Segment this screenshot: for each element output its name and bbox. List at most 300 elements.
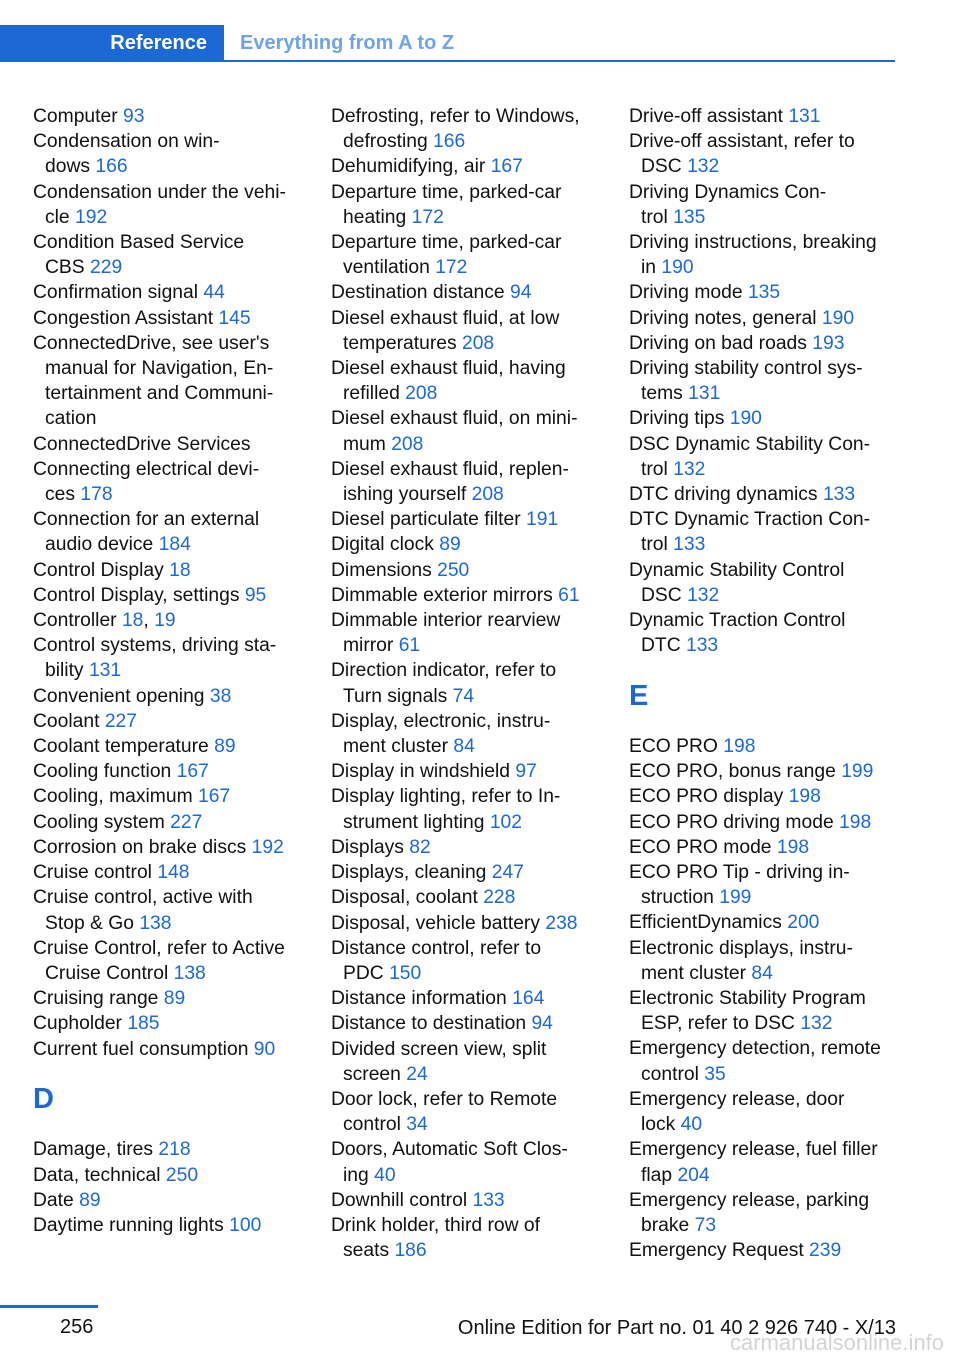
entry-text: ment cluster xyxy=(641,962,752,984)
entry-text: ConnectedDrive, see user's xyxy=(33,332,270,354)
page-link[interactable]: 131 xyxy=(688,383,721,405)
index-entry xyxy=(629,331,899,356)
index-entry xyxy=(629,507,899,557)
page-link[interactable]: 94 xyxy=(531,1013,553,1035)
watermark: carmanualsonline.info xyxy=(729,1330,944,1355)
page-link[interactable]: 150 xyxy=(389,962,422,984)
entry-text: Cruise control, active with xyxy=(33,887,253,909)
index-entry xyxy=(629,180,899,230)
index-entry xyxy=(33,734,308,759)
entry-text: Corrosion on brake discs xyxy=(33,836,252,858)
index-entry xyxy=(33,558,308,583)
entry-text: ishing yourself xyxy=(343,484,472,506)
index-entry xyxy=(33,1011,308,1036)
entry-text: Emergency release, parking xyxy=(629,1189,870,1211)
page-link[interactable]: 44 xyxy=(203,282,225,304)
page-link[interactable]: 84 xyxy=(453,736,475,758)
entry-text: Damage, tires xyxy=(33,1139,159,1161)
page-separator: , xyxy=(143,610,155,632)
entry-text: Emergency release, door xyxy=(629,1088,845,1110)
entry-text: DTC driving dynamics xyxy=(629,484,823,506)
page-link[interactable]: 100 xyxy=(229,1214,262,1236)
entry-text: refilled xyxy=(343,383,406,405)
page-link[interactable]: 135 xyxy=(673,206,706,228)
entry-text: ECO PRO mode xyxy=(629,836,777,858)
entry-text: Emergency release, fuel filler xyxy=(629,1139,878,1161)
index-entry xyxy=(331,457,606,507)
page-link[interactable]: 89 xyxy=(163,988,186,1010)
entry-text: Driving Dynamics Con- xyxy=(629,181,827,203)
page-link[interactable]: 229 xyxy=(90,257,123,279)
entry-text: Display in windshield xyxy=(331,761,516,783)
page-link[interactable]: 40 xyxy=(680,1114,703,1136)
entry-text: tertainment and Communi- xyxy=(45,383,274,405)
index-entry xyxy=(629,406,899,431)
entry-text: trol xyxy=(641,534,674,556)
entry-text: screen xyxy=(343,1063,407,1085)
index-entry xyxy=(33,180,308,230)
entry-text: Downhill control xyxy=(331,1189,473,1211)
entry-text: Diesel exhaust fluid, at low xyxy=(331,307,560,329)
index-entry xyxy=(331,1137,606,1187)
entry-text: Controller xyxy=(33,610,122,632)
entry-text: Data, technical xyxy=(33,1164,166,1186)
page-link[interactable]: 94 xyxy=(510,282,532,304)
entry-text: ment cluster xyxy=(343,736,454,758)
entry-text: Disposal, vehicle battery xyxy=(331,912,546,934)
page-link[interactable]: 208 xyxy=(405,383,438,405)
entry-text: DSC Dynamic Stability Con- xyxy=(629,433,871,455)
entry-text: Connection for an external xyxy=(33,509,260,531)
index-entry xyxy=(629,835,899,860)
page-link[interactable]: 228 xyxy=(483,887,516,909)
page-link[interactable]: 199 xyxy=(719,887,752,909)
page-link[interactable]: 247 xyxy=(491,862,524,884)
entry-text: mirror xyxy=(343,635,399,657)
index-entry xyxy=(33,608,308,633)
page-link[interactable]: 148 xyxy=(157,862,190,884)
entry-text: Displays, cleaning xyxy=(331,862,492,884)
entry-text: Doors, Automatic Soft Clos- xyxy=(331,1139,568,1161)
index-entry xyxy=(629,129,899,179)
section-tab[interactable]: Reference xyxy=(0,25,224,62)
entry-text: Confirmation signal xyxy=(33,282,204,304)
page-link[interactable]: 34 xyxy=(406,1114,428,1136)
entry-text: brake xyxy=(641,1214,695,1236)
entry-text: Date xyxy=(33,1189,80,1211)
page-link[interactable]: 89 xyxy=(79,1189,101,1211)
page-link[interactable]: 184 xyxy=(158,534,191,556)
page-link[interactable]: 198 xyxy=(776,836,810,858)
page-link[interactable]: 18 xyxy=(169,559,191,581)
index-entry xyxy=(33,709,308,734)
page-link[interactable]: 18 xyxy=(121,610,144,632)
page-link[interactable]: 93 xyxy=(123,106,145,127)
entry-text: Daytime running lights xyxy=(33,1214,230,1236)
page-link[interactable]: 19 xyxy=(154,610,176,632)
entry-text: Driving instructions, breaking xyxy=(629,232,877,254)
index-entry xyxy=(629,1188,899,1238)
entry-text: Dynamic Stability Control xyxy=(629,559,845,581)
entry-text: Cruise Control xyxy=(45,962,174,984)
entry-text: Diesel particulate filter xyxy=(331,509,527,531)
entry-text: Coolant temperature xyxy=(33,736,215,758)
entry-text: Condition Based Service xyxy=(33,232,245,254)
entry-text: Digital clock xyxy=(331,534,440,556)
entry-text: Distance to destination xyxy=(331,1013,532,1035)
index-entry xyxy=(33,784,308,809)
entry-text: Display lighting, refer to In- xyxy=(331,786,561,808)
page-link[interactable]: 133 xyxy=(822,484,856,506)
index-entry xyxy=(331,1188,606,1213)
page-link[interactable]: 40 xyxy=(374,1164,396,1186)
entry-text: trol xyxy=(641,458,674,480)
page-link[interactable]: 239 xyxy=(809,1240,842,1262)
index-entry xyxy=(33,457,308,507)
entry-text: Computer xyxy=(33,106,124,127)
page-link[interactable]: 250 xyxy=(437,559,470,581)
index-entry xyxy=(629,986,899,1036)
page-link[interactable]: 95 xyxy=(244,584,267,606)
entry-text: Control systems, driving sta- xyxy=(33,635,277,657)
index-entry xyxy=(33,129,308,179)
index-entry xyxy=(629,104,899,129)
page-link[interactable]: 132 xyxy=(687,156,720,178)
entry-text: trol xyxy=(641,206,674,228)
index-column-2 xyxy=(331,104,606,1263)
entry-text: ECO PRO driving mode xyxy=(629,811,840,833)
page-link[interactable]: 193 xyxy=(812,332,845,354)
page-link[interactable]: 74 xyxy=(452,685,475,707)
page-link[interactable]: 133 xyxy=(685,635,719,657)
page-link[interactable]: 73 xyxy=(694,1214,717,1236)
entry-text: control xyxy=(641,1063,705,1085)
index-entry xyxy=(629,1137,899,1187)
entry-text: Disposal, coolant xyxy=(331,887,484,909)
page-link[interactable]: 61 xyxy=(558,584,580,606)
index-entry xyxy=(629,936,899,986)
entry-text: mum xyxy=(343,433,392,455)
page-link[interactable]: 238 xyxy=(545,912,578,934)
index-entry xyxy=(331,230,606,280)
entry-text: Distance control, refer to xyxy=(331,937,542,959)
footer-rule xyxy=(0,1305,98,1308)
entry-text: Condensation on win- xyxy=(33,131,220,153)
entry-text: heating xyxy=(343,206,412,228)
page-link[interactable]: 82 xyxy=(409,836,431,858)
page-link[interactable]: 133 xyxy=(472,1189,505,1211)
entry-text: bility xyxy=(45,660,89,682)
entry-text: Driving tips xyxy=(629,408,730,430)
entry-text: cation xyxy=(45,408,97,430)
page-link[interactable]: 208 xyxy=(471,484,504,506)
page-link[interactable]: 167 xyxy=(490,156,523,178)
entry-text: ECO PRO Tip - driving in- xyxy=(629,862,850,884)
index-entry xyxy=(331,709,606,759)
page-link[interactable]: 198 xyxy=(723,736,756,758)
index-entry xyxy=(33,583,308,608)
index-entry xyxy=(33,331,308,432)
page-link[interactable]: 89 xyxy=(214,736,236,758)
index-entry xyxy=(629,734,899,759)
entry-text: DTC xyxy=(641,635,686,657)
index-entry xyxy=(33,1137,308,1162)
entry-text: Coolant xyxy=(33,710,105,732)
page-link[interactable]: 61 xyxy=(398,635,421,657)
index-entry xyxy=(33,507,308,557)
entry-text: Electronic displays, instru- xyxy=(629,937,853,959)
entry-text: ECO PRO display xyxy=(629,786,789,808)
entry-text: Control Display xyxy=(33,559,170,581)
entry-text: Cooling, maximum xyxy=(33,786,199,808)
index-entry xyxy=(331,936,606,986)
index-entry xyxy=(331,608,606,658)
index-entry xyxy=(331,532,606,557)
page-link[interactable]: 24 xyxy=(406,1063,428,1085)
index-entry xyxy=(629,608,899,658)
page-link[interactable]: 132 xyxy=(800,1013,833,1035)
page-link[interactable]: 38 xyxy=(209,685,232,707)
index-entry xyxy=(331,583,606,608)
entry-text: Defrosting, refer to Windows, xyxy=(331,106,580,127)
page-number: 256 xyxy=(60,1316,94,1338)
entry-text: Control Display, settings xyxy=(33,584,245,606)
index-column-1 xyxy=(33,104,308,1238)
entry-text: DTC Dynamic Traction Con- xyxy=(629,509,871,531)
page-link[interactable]: 138 xyxy=(139,912,172,934)
entry-text: Driving stability control sys- xyxy=(629,358,863,380)
entry-text: Display, electronic, instru- xyxy=(331,710,551,732)
entry-text: DSC xyxy=(641,156,688,178)
entry-text: flap xyxy=(641,1164,678,1186)
entry-text: cle xyxy=(45,206,76,228)
page-link[interactable]: 164 xyxy=(512,988,545,1010)
index-entry xyxy=(629,432,899,482)
page-link[interactable]: 178 xyxy=(80,484,113,506)
page-link[interactable]: 191 xyxy=(526,509,559,531)
page-link[interactable]: 133 xyxy=(673,534,706,556)
page-link[interactable]: 186 xyxy=(394,1240,427,1262)
page-link[interactable]: 172 xyxy=(435,257,468,279)
index-entry xyxy=(33,1188,308,1213)
entry-text: dows xyxy=(45,156,96,178)
page-link[interactable]: 132 xyxy=(673,458,706,480)
entry-text: lock xyxy=(641,1114,681,1136)
page-link[interactable]: 135 xyxy=(747,282,781,304)
entry-text: Direction indicator, refer to xyxy=(331,660,557,682)
page-link[interactable]: 250 xyxy=(165,1164,199,1186)
entry-text: Dynamic Traction Control xyxy=(629,610,846,632)
entry-text: seats xyxy=(343,1240,395,1262)
index-entry xyxy=(33,1213,308,1238)
edition-note: Online Edition for Part no. 01 40 2 926 740 - X/13 xyxy=(457,1317,896,1339)
page-link[interactable]: 218 xyxy=(158,1139,191,1161)
page-link[interactable]: 145 xyxy=(218,307,251,329)
page-link[interactable]: 208 xyxy=(391,433,424,455)
entry-text: ces xyxy=(45,484,81,506)
index-entry xyxy=(33,280,308,305)
page-link[interactable]: 167 xyxy=(176,761,209,783)
entry-text: ing xyxy=(343,1164,375,1186)
index-entry xyxy=(33,633,308,683)
index-entry xyxy=(331,885,606,910)
page-link[interactable]: 190 xyxy=(729,408,762,430)
page-link[interactable]: 131 xyxy=(788,106,821,127)
page-link[interactable]: 227 xyxy=(104,710,137,732)
entry-text: strument lighting xyxy=(343,811,490,833)
index-entry xyxy=(331,180,606,230)
page-link[interactable]: 204 xyxy=(677,1164,710,1186)
entry-text: PDC xyxy=(343,962,390,984)
subsection-title[interactable]: Everything from A to Z xyxy=(240,32,455,54)
entry-text: Cooling function xyxy=(33,761,177,783)
page-link[interactable]: 35 xyxy=(704,1063,726,1085)
entry-text: Current fuel consumption xyxy=(33,1038,254,1060)
index-entry xyxy=(629,1087,899,1137)
index-entry xyxy=(331,759,606,784)
entry-text: Drive-off assistant xyxy=(629,106,789,127)
page-header xyxy=(0,25,895,62)
page-link[interactable]: 199 xyxy=(841,761,874,783)
index-letter-heading: D xyxy=(33,1083,54,1116)
index-entry xyxy=(331,784,606,834)
entry-text: Driving on bad roads xyxy=(629,332,813,354)
index-entry xyxy=(33,835,308,860)
page-link[interactable]: 192 xyxy=(251,836,284,858)
page-link[interactable]: 167 xyxy=(198,786,231,808)
page-link[interactable]: 190 xyxy=(821,307,855,329)
page-link[interactable]: 97 xyxy=(515,761,537,783)
index-entry xyxy=(629,306,899,331)
entry-text: Convenient opening xyxy=(33,685,210,707)
index-entry xyxy=(33,860,308,885)
index-entry xyxy=(33,986,308,1011)
index-entry xyxy=(629,280,899,305)
entry-text: manual for Navigation, En- xyxy=(45,358,274,380)
page-link[interactable]: 132 xyxy=(687,584,720,606)
index-entry xyxy=(331,104,606,154)
entry-text: Departure time, parked-car xyxy=(331,181,562,203)
index-entry xyxy=(331,356,606,406)
index-entry xyxy=(629,1036,899,1086)
page-link[interactable]: 185 xyxy=(127,1013,160,1035)
index-entry xyxy=(629,356,899,406)
entry-text: Dehumidifying, air xyxy=(331,156,491,178)
entry-text: Dimmable exterior mirrors xyxy=(331,584,559,606)
index-entry xyxy=(331,1213,606,1263)
entry-text: defrosting xyxy=(343,131,434,153)
entry-text: CBS xyxy=(45,257,91,279)
index-entry xyxy=(629,784,899,809)
entry-text: struction xyxy=(641,887,720,909)
page-link[interactable]: 90 xyxy=(253,1038,276,1060)
page-link[interactable]: 166 xyxy=(433,131,466,153)
page-link[interactable]: 227 xyxy=(170,811,203,833)
index-entry xyxy=(33,1163,308,1188)
page-link[interactable]: 208 xyxy=(461,332,495,354)
entry-text: ECO PRO xyxy=(629,736,724,758)
index-entry xyxy=(331,1037,606,1087)
page-link[interactable]: 166 xyxy=(95,156,128,178)
page-link[interactable]: 84 xyxy=(751,962,773,984)
page-link[interactable]: 102 xyxy=(489,811,522,833)
index-entry xyxy=(33,810,308,835)
entry-text: Divided screen view, split xyxy=(331,1038,547,1060)
entry-text: Dimensions xyxy=(331,559,438,581)
index-entry xyxy=(331,406,606,456)
index-entry xyxy=(331,306,606,356)
index-entry xyxy=(33,885,308,935)
index-entry xyxy=(629,482,899,507)
entry-text: EfficientDynamics xyxy=(629,912,788,934)
entry-text: ConnectedDrive Services xyxy=(33,433,251,455)
entry-text: Diesel exhaust fluid, having xyxy=(331,358,566,380)
index-entry xyxy=(331,558,606,583)
entry-text: Distance information xyxy=(331,988,513,1010)
entry-text: Cupholder xyxy=(33,1013,128,1035)
entry-text: Stop & Go xyxy=(45,912,140,934)
entry-text: Condensation under the vehi- xyxy=(33,181,286,203)
entry-text: DSC xyxy=(641,584,688,606)
page-link[interactable]: 190 xyxy=(661,257,694,279)
entry-text: Cooling system xyxy=(33,811,171,833)
index-column-3 xyxy=(629,104,899,1263)
entry-text: ECO PRO, bonus range xyxy=(629,761,842,783)
index-entry xyxy=(331,986,606,1011)
index-entry xyxy=(33,230,308,280)
entry-text: Dimmable interior rearview xyxy=(331,610,561,632)
index-entry xyxy=(331,911,606,936)
entry-text: temperatures xyxy=(343,332,462,354)
entry-text: Diesel exhaust fluid, on mini- xyxy=(331,408,578,430)
index-entry xyxy=(331,835,606,860)
page-link[interactable]: 200 xyxy=(787,912,820,934)
entry-text: Congestion Assistant xyxy=(33,307,219,329)
index-entry xyxy=(629,910,899,935)
index-entry xyxy=(629,230,899,280)
index-entry xyxy=(331,1087,606,1137)
page-link[interactable]: 172 xyxy=(411,206,444,228)
index-entry xyxy=(33,1037,308,1062)
entry-text: Destination distance xyxy=(331,282,510,304)
index-entry xyxy=(331,860,606,885)
entry-text: ventilation xyxy=(343,257,436,279)
entry-text: Displays xyxy=(331,836,410,858)
page-link[interactable]: 198 xyxy=(788,786,821,808)
page-link[interactable]: 89 xyxy=(439,534,461,556)
entry-text: Turn signals xyxy=(343,685,453,707)
index-entry xyxy=(629,810,899,835)
entry-text: tems xyxy=(641,383,689,405)
entry-text: Cruising range xyxy=(33,988,164,1010)
page-link[interactable]: 138 xyxy=(173,962,206,984)
index-entry xyxy=(331,507,606,532)
index-entry xyxy=(629,860,899,910)
index-entry xyxy=(331,1011,606,1036)
page-link[interactable]: 198 xyxy=(839,811,872,833)
index-entry xyxy=(33,684,308,709)
entry-text: ESP, refer to DSC xyxy=(641,1013,801,1035)
page-link[interactable]: 192 xyxy=(75,206,108,228)
index-entry xyxy=(629,1238,899,1263)
page-link[interactable]: 131 xyxy=(88,660,122,682)
entry-text: Emergency detection, remote xyxy=(629,1038,881,1060)
entry-text: Drink holder, third row of xyxy=(331,1214,540,1236)
entry-text: Connecting electrical devi- xyxy=(33,458,260,480)
entry-text: Driving mode xyxy=(629,282,748,304)
entry-text: Cruise control xyxy=(33,862,158,884)
entry-text: control xyxy=(343,1114,407,1136)
